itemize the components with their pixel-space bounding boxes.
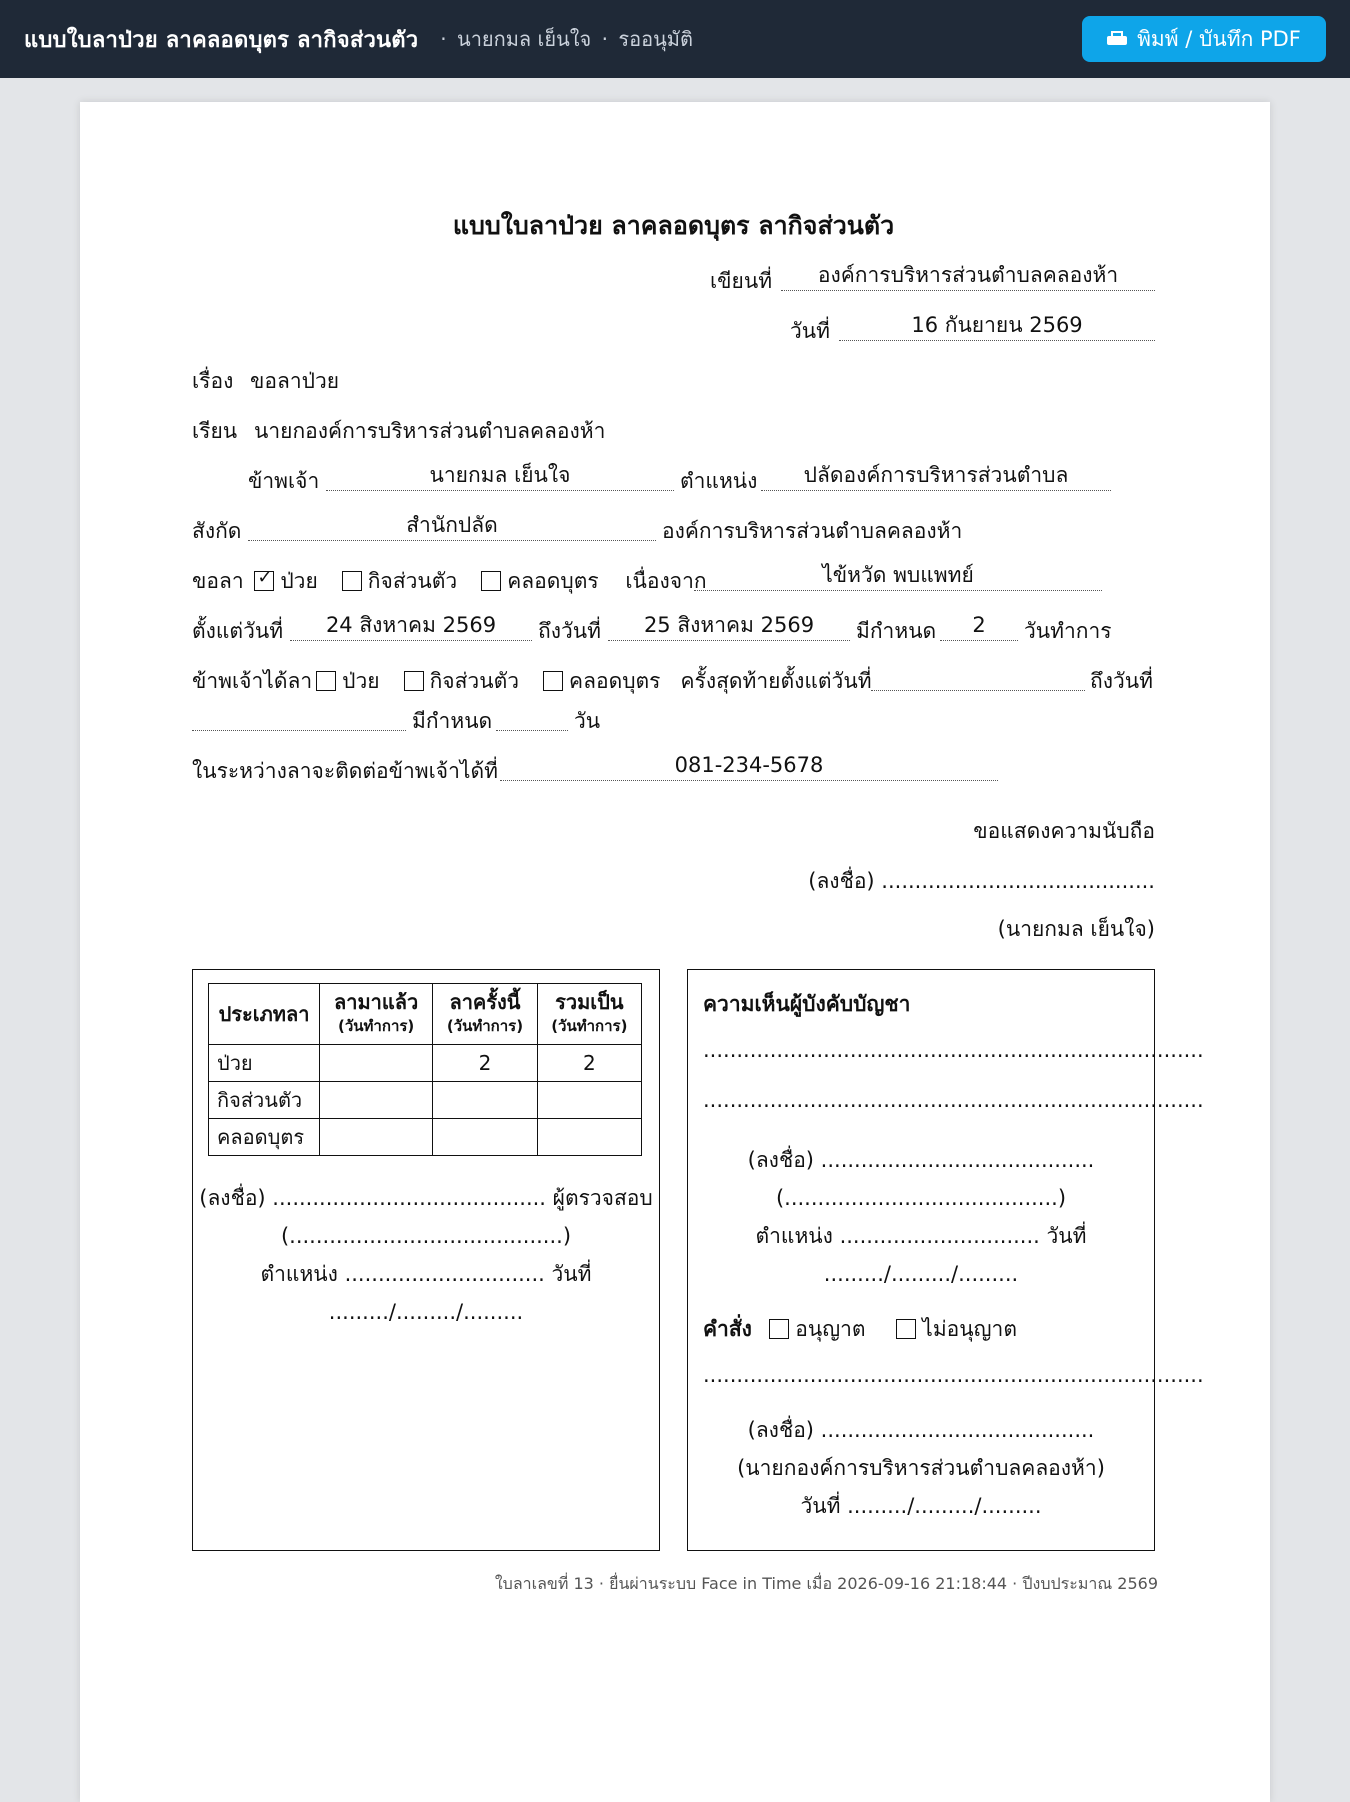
employee-name: นายกมล เย็นใจ: [457, 27, 592, 51]
table-row: [209, 1082, 642, 1119]
to-date-label: ถึงวันที่: [538, 619, 601, 643]
from-label: ตั้งแต่วันที่: [192, 619, 284, 643]
applicant-signature-line: (ลงชื่อ) .........................................: [808, 869, 1155, 893]
last-to-label: ถึงวันที่: [1090, 669, 1153, 693]
prev-sick-checkbox[interactable]: [316, 671, 336, 691]
supervisor-opinion-title: ความเห็นผู้บังคับบัญชา: [703, 992, 911, 1016]
to-date-field: 25 สิงหาคม 2569: [608, 610, 850, 641]
document-paper: [80, 102, 1270, 1802]
table-row: [209, 1119, 642, 1156]
document-footnote: ใบลาเลขที่ 13 · ยื่นผ่านระบบ Face in Time เมื่อ 2026-09-16 21:18:44 · ปีงบประมาณ 2569: [494, 1574, 1158, 1593]
request-label: ขอลา: [192, 569, 244, 593]
affiliation-label: สังกัด: [192, 519, 242, 543]
reason-label: เนื่องจาก: [625, 569, 707, 593]
organization-value: องค์การบริหารส่วนตำบลคลองห้า: [662, 519, 963, 543]
prev-personal-label: กิจส่วนตัว: [429, 669, 520, 693]
last-duration-label: มีกำหนด: [412, 709, 493, 733]
applicant-name: (นายกมล เย็นใจ): [997, 917, 1155, 941]
prev-personal-checkbox[interactable]: [404, 671, 424, 691]
date-label: วันที่: [790, 319, 830, 343]
table-cell: [537, 1082, 641, 1119]
form-title: แบบใบลาป่วย ลาคลอดบุตร ลากิจส่วนตัว: [452, 211, 895, 240]
checker-signature-block: [193, 1179, 659, 1331]
personal-label: กิจส่วนตัว: [367, 569, 458, 593]
column-header: ลาครั้งนี้ (วันทำการ): [433, 984, 537, 1045]
workdays-label: วันทำการ: [1024, 619, 1112, 643]
table-cell: 2: [537, 1045, 641, 1082]
supervisor-position-line: ตำแหน่ง .............................. วันที่: [755, 1224, 1087, 1248]
last-duration-field: [496, 700, 568, 731]
sick-checkbox[interactable]: [254, 571, 274, 591]
to-label: เรียน: [192, 419, 238, 443]
column-header: ประเภทลา: [209, 984, 320, 1045]
supervisor-opinion-box: [687, 969, 1204, 1551]
personal-checkbox[interactable]: [342, 571, 362, 591]
deny-checkbox[interactable]: [896, 1319, 916, 1339]
closing-text: ขอแสดงความนับถือ: [973, 819, 1155, 843]
table-cell: [433, 1082, 537, 1119]
table-cell: กิจส่วนตัว: [209, 1082, 320, 1119]
table-cell: [537, 1119, 641, 1156]
supervisor-name-line: (.........................................): [775, 1186, 1067, 1210]
separator: ·: [440, 27, 447, 51]
table-header-row: [209, 984, 642, 1045]
opinion-dotted-line: ...........................................................................: [703, 1038, 1204, 1062]
table-cell: 2: [433, 1045, 537, 1082]
separator: ·: [601, 27, 608, 51]
table-cell: คลอดบุตร: [209, 1119, 320, 1156]
contact-label: ในระหว่างลาจะติดต่อข้าพเจ้าได้ที่: [192, 759, 498, 783]
name-field: นายกมล เย็นใจ: [326, 460, 674, 491]
opinion-dotted-line: ...........................................................................: [703, 1088, 1204, 1112]
prev-sick-label: ป่วย: [342, 669, 380, 693]
maternity-checkbox[interactable]: [481, 571, 501, 591]
allow-label: อนุญาต: [795, 1317, 866, 1341]
position-field: ปลัดองค์การบริหารส่วนตำบล: [761, 460, 1111, 491]
previous-label: ข้าพเจ้าได้ลา: [192, 669, 313, 693]
approver-date-line: วันที่ ........./........./.........: [800, 1494, 1042, 1518]
status-badge: รออนุมัติ: [618, 27, 693, 51]
checker-signature-line: (ลงชื่อ) ......................................... ผู้ตรวจสอบ: [199, 1186, 653, 1210]
top-bar: [0, 0, 1350, 78]
order-row: [703, 1313, 1017, 1346]
leave-summary-table: [208, 983, 642, 1156]
deny-label: ไม่อนุญาต: [922, 1317, 1017, 1341]
subject-label: เรื่อง: [192, 369, 234, 393]
order-dotted-line: ...........................................................................: [703, 1363, 1204, 1387]
from-field: 24 สิงหาคม 2569: [290, 610, 532, 641]
table-cell: [320, 1119, 433, 1156]
to-value: นายกองค์การบริหารส่วนตำบลคลองห้า: [254, 419, 606, 443]
order-label: คำสั่ง: [703, 1317, 752, 1341]
checker-name-line: (.........................................): [280, 1224, 572, 1248]
duration-label: มีกำหนด: [856, 619, 937, 643]
supervisor-signature-line: (ลงชื่อ) .........................................: [747, 1148, 1095, 1172]
last-to-field: [192, 700, 406, 731]
supervisor-signature-block: [688, 1141, 1154, 1293]
approver-signature-line: (ลงชื่อ) .........................................: [747, 1418, 1095, 1442]
duration-field: 2: [940, 610, 1018, 641]
contact-field: 081-234-5678: [500, 750, 998, 781]
table-cell: [320, 1082, 433, 1119]
table-cell: [433, 1119, 537, 1156]
division-field: สำนักปลัด: [248, 510, 656, 541]
allow-checkbox[interactable]: [769, 1319, 789, 1339]
app-title: แบบใบลาป่วย ลาคลอดบุตร ลากิจส่วนตัว: [24, 27, 419, 53]
subject-value: ขอลาป่วย: [250, 369, 340, 393]
prev-maternity-checkbox[interactable]: [543, 671, 563, 691]
supervisor-date-line: ........./........./.........: [823, 1262, 1019, 1286]
position-label: ตำแหน่ง: [680, 469, 758, 493]
maternity-label: คลอดบุตร: [507, 569, 599, 593]
reason-field: ไข้หวัด พบแพทย์: [694, 560, 1102, 591]
print-pdf-button[interactable]: [1082, 16, 1326, 62]
date-field: 16 กันยายน 2569: [839, 310, 1155, 341]
table-row: [209, 1045, 642, 1082]
print-label: พิมพ์ / บันทึก PDF: [1137, 26, 1301, 51]
header-meta: [436, 23, 693, 55]
sick-label: ป่วย: [280, 569, 318, 593]
column-header: ลามาแล้ว (วันทำการ): [320, 984, 433, 1045]
written-at-label: เขียนที่: [710, 269, 773, 293]
last-from-label: ครั้งสุดท้ายตั้งแต่วันที่: [680, 669, 872, 693]
leave-summary-box: [192, 969, 660, 1551]
table-cell: ป่วย: [209, 1045, 320, 1082]
printer-icon: [1107, 31, 1127, 47]
request-row: [192, 565, 707, 598]
written-at-field: องค์การบริหารส่วนตำบลคลองห้า: [781, 260, 1155, 291]
day-label: วัน: [574, 709, 601, 733]
name-label: ข้าพเจ้า: [248, 469, 320, 493]
table-cell: [320, 1045, 433, 1082]
column-header: รวมเป็น (วันทำการ): [537, 984, 641, 1045]
checker-date-line: ........./........./.........: [328, 1300, 524, 1324]
prev-maternity-label: คลอดบุตร: [569, 669, 661, 693]
approver-title: (นายกองค์การบริหารส่วนตำบลคลองห้า): [737, 1456, 1105, 1480]
approver-signature-block: [688, 1411, 1154, 1525]
checker-position-line: ตำแหน่ง .............................. วันที่: [260, 1262, 592, 1286]
last-from-field: [871, 660, 1085, 691]
previous-leave-row: [192, 665, 872, 698]
